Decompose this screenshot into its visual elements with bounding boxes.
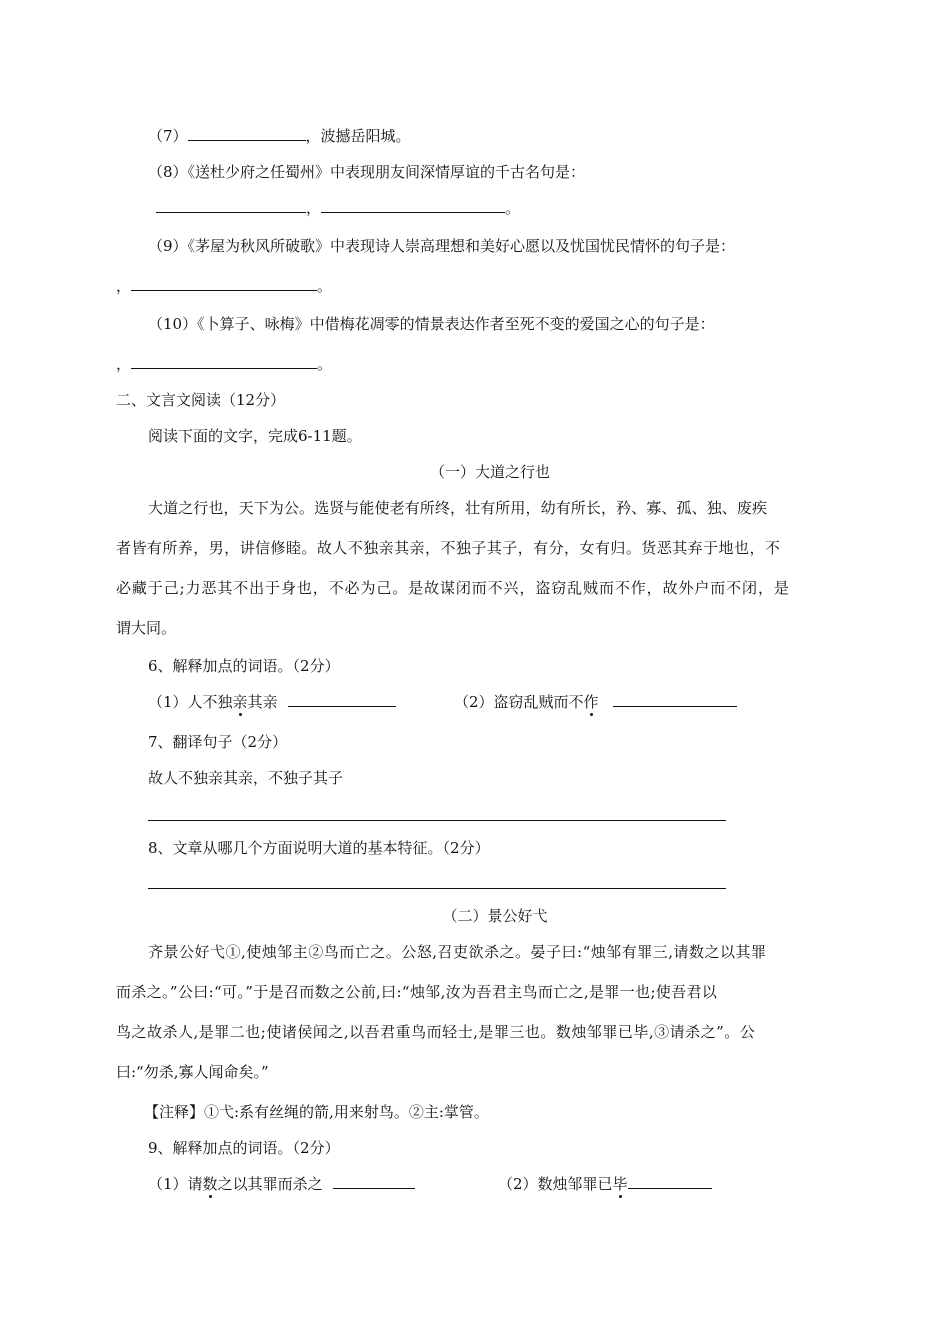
question-8-answer-line [156,198,520,218]
question-text: 《送杜少府之任蜀州》中表现朋友间深情厚谊的千古名句是： [187,163,586,181]
period: 。 [317,277,333,295]
question-number: （8） [148,163,188,181]
question-9-answer-line [116,276,332,296]
dotted-word: 亲 [232,693,248,711]
text: 之以其罪而杀之 [217,1175,323,1193]
passage-1-title: （一）大道之行也 [429,463,550,481]
period: 。 [317,355,333,373]
text: 其亲 [247,693,278,711]
answer-blank[interactable] [156,198,306,213]
passage-2-title: （二）景公好弋 [442,907,548,925]
answer-blank[interactable] [131,276,317,291]
section-title: 二、文言文阅读（12分） [116,391,286,409]
question-6-item-1 [148,692,396,712]
dotted-word: 数 [202,1175,218,1193]
question-9-item-2 [498,1174,712,1194]
period: 。 [505,199,521,217]
question-7-title: 7、翻译句子（2分） [148,733,288,751]
passage-1-line: 者皆有所养，男，讲信修睦。故人不独亲其亲，不独子其子，有分，女有归。货恶其弃于地也，不 [116,539,781,557]
passage-2-note: 【注释】①弋:系有丝绳的箭,用来射鸟。②主:掌管。 [144,1103,489,1121]
answer-blank[interactable] [288,692,396,707]
answer-line[interactable] [148,820,726,821]
comma: ， [116,277,132,295]
question-9 [148,236,735,256]
question-7-sentence: 故人不独亲其亲，不独子其子 [148,769,344,787]
comma: ， [116,355,132,373]
question-10-answer-line [116,354,332,374]
question-number: （9） [148,237,188,255]
passage-1-line: 谓大同。 [116,619,177,637]
answer-blank[interactable] [333,1174,415,1189]
dotted-word: 作 [583,693,599,711]
question-7 [148,126,411,146]
question-text: 《茅屋为秋风所破歌》中表现诗人崇高理想和美好心愿以及忧国忧民情怀的句子是： [187,237,736,255]
section-instruction: 阅读下面的文字，完成6-11题。 [148,427,362,445]
answer-line[interactable] [148,888,726,889]
question-10 [148,314,715,334]
question-number: （7） [148,127,188,145]
question-8-title: 8、文章从哪几个方面说明大道的基本特征。（2分） [148,839,490,857]
passage-2-line: 而杀之。”公曰:“可。”于是召而数之公前,曰:“烛邹,汝为吾君主鸟而亡之,是罪一也;使吾君以 [116,983,718,1001]
comma: ， [306,199,322,217]
question-9-title: 9、解释加点的词语。（2分） [148,1139,340,1157]
answer-blank[interactable] [628,1174,712,1189]
passage-1-line: 大道之行也，天下为公。选贤与能使老有所终，壮有所用，幼有所长，矜、寡、孤、独、废疾 [148,499,768,517]
dotted-word: 毕 [612,1175,628,1193]
question-6-item-2 [454,692,737,712]
answer-blank[interactable] [131,354,317,369]
answer-blank[interactable] [613,692,737,707]
question-6-title: 6、解释加点的词语。（2分） [148,657,340,675]
question-number: （10） [148,315,198,333]
passage-2-line: 鸟之故杀人,是罪二也;使诸侯闻之,以吾君重鸟而轻士,是罪三也。数烛邹罪已毕,③请杀之”。公 [116,1023,756,1041]
text: （1）请 [148,1175,203,1193]
passage-1-line: 必藏于己;力恶其不出于身也，不必为己。是故谋闭而不兴，盗窃乱贼而不作，故外户而不闭，是 [116,579,790,597]
question-8 [148,162,585,182]
question-text: ，波撼岳阳城。 [305,127,411,145]
question-text: 《卜算子、咏梅》中借梅花凋零的情景表达作者至死不变的爱国之心的句子是： [197,315,715,333]
text: （2）盗窃乱贼而不 [454,693,584,711]
passage-2-line: 齐景公好弋①,使烛邹主②鸟而亡之。公怒,召吏欲杀之。晏子曰:“烛邹有罪三,请数之以其罪 [148,943,767,961]
answer-blank[interactable] [188,126,306,141]
question-9-item-1 [148,1174,415,1194]
passage-2-line: 曰:“勿杀,寡人闻命矣。” [116,1063,269,1081]
answer-blank[interactable] [321,198,505,213]
text: （2）数烛邹罪已 [498,1175,613,1193]
text: （1）人不独 [148,693,233,711]
